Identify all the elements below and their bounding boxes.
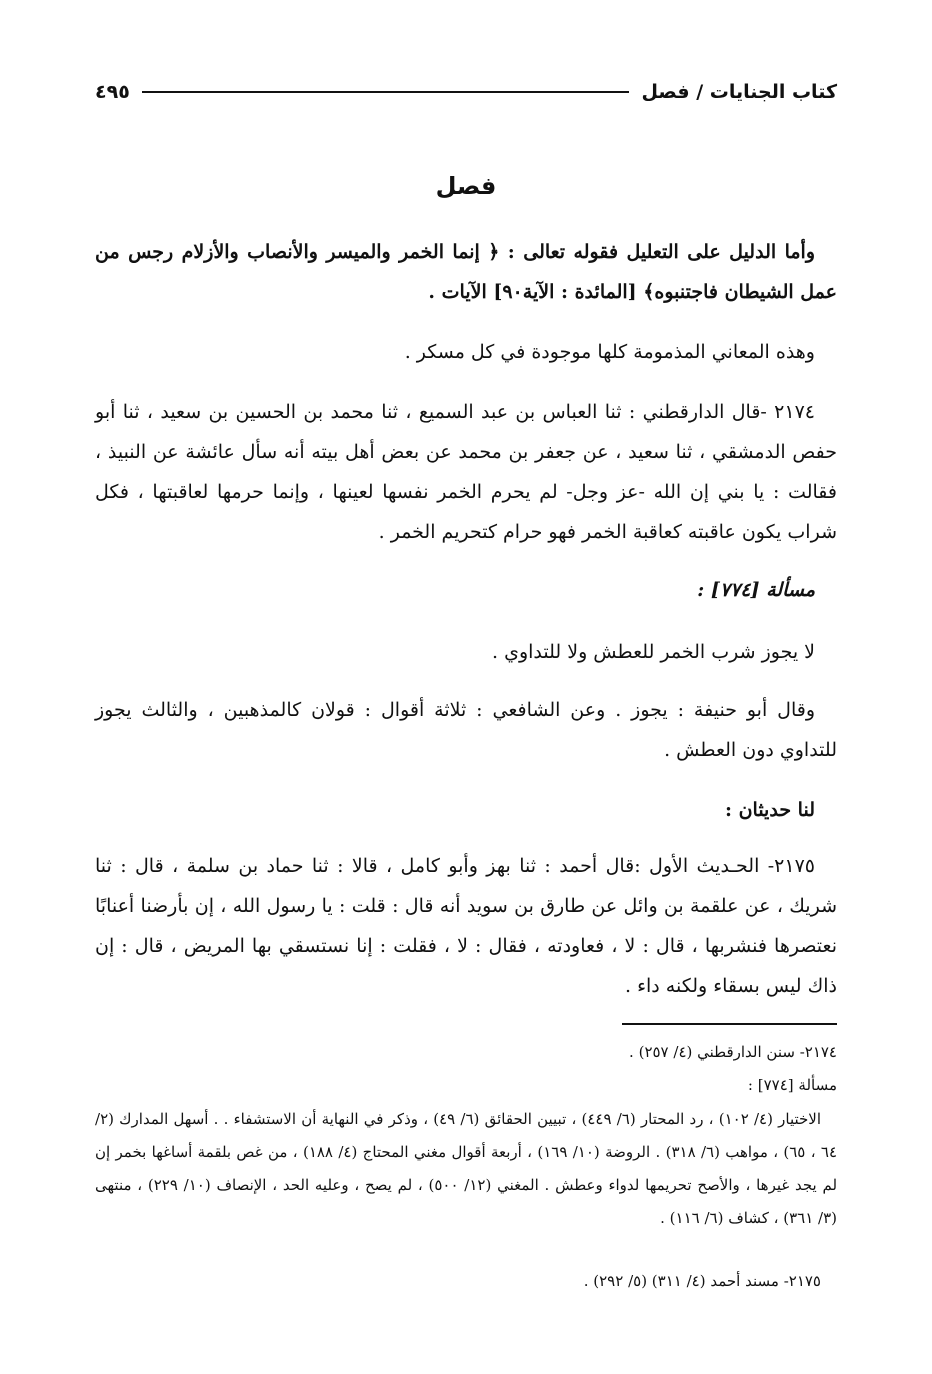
paragraph-meanings: وهذه المعاني المذمومة كلها موجودة في كل مسكر . xyxy=(404,341,815,363)
footnote-masala: مسألة [٧٧٤] : xyxy=(747,1076,837,1094)
footnote-separator xyxy=(622,1023,837,1025)
paragraph-hadith-2175: ٢١٧٥- الحـديث الأول :قال أحمد : ثنا بهز وأبو كامل ، قالا : ثنا حماد بن سلمة ، قال : ثنا شريك ، عن علقمة بن وائل عن طارق بن سويد أنه قال : قلت : يا رسول الله ، إن بأرضنا أعنابًا نعتصرها فنشربها ، قال : لا ، فعاودته ، فقال : لا ، فقلت : إنا نستسقي بها المريض ، قال : إن ذاك ليس بسقاء ولكنه داء . xyxy=(95,855,837,997)
paragraph-two-hadiths: لنا حديثان : xyxy=(724,799,815,821)
footnote-2174: ٢١٧٤- سنن الدارقطني (٤/ ٢٥٧) . xyxy=(629,1043,837,1061)
running-title: كتاب الجنايات / فصل xyxy=(641,81,837,103)
running-header xyxy=(95,76,837,108)
footnote-2175: ٢١٧٥- مسند أحمد (٤/ ٣١١) (٥/ ٢٩٢) . xyxy=(583,1272,821,1290)
masala-heading: مسألة [٧٧٤] : xyxy=(697,579,815,601)
header-rule xyxy=(142,91,630,93)
paragraph-quran-evidence: وأما الدليل على التعليل فقوله تعالى : ﴿ إنما الخمر والميسر والأنصاب والأزلام رجس من عمل الشيطان فاجتنبوه﴾ [المائدة : الآية٩٠] الآيات . xyxy=(95,241,837,303)
footnote-sources: الاختيار (٤/ ١٠٢) ، رد المحتار (٦/ ٤٤٩) ، تبيين الحقائق (٦/ ٤٩) ، وذكر في النهاية أن الاستشفاء . . أسهل المدارك (٢/ ٦٤ ، ٦٥) ، مواهب (٦/ ٣١٨) . الروضة (١٠/ ١٦٩) ، أربعة أقوال مغني المحتاج (٤/ ١٨٨) ، من غص بلقمة أساغها بخمر إن لم يجد غيرها ، والأصح تحريمها لدواء وعطش . المغني (١٢/ ٥٠٠) ، لم يصح ، وعليه الحد ، الإنصاف (١٠/ ٢٢٩) ، منتهى (٣/ ٣٦١) ، كشاف (٦/ ١١٦) . xyxy=(95,1110,838,1227)
paragraph-ruling: لا يجوز شرب الخمر للعطش ولا للتداوي . xyxy=(492,641,815,663)
paragraph-hadith-2174: ٢١٧٤ -قال الدارقطني : ثنا العباس بن عبد السميع ، ثنا محمد بن الحسين بن سعيد ، ثنا أبو حفص الدمشقي ، ثنا سعيد ، عن جعفر بن محمد عن بعض أهل بيته أنه سأل عائشة عن النبيذ ، فقالت : يا بني إن الله -عز وجل- لم يحرم الخمر نفسها لعينها ، وإنما حرمها لعاقبتها ، فكل شراب يكون عاقبته كعاقبة الخمر فهو حرام كتحريم الخمر . xyxy=(95,401,837,543)
paragraph-opinions: وقال أبو حنيفة : يجوز . وعن الشافعي : ثلاثة أقوال : قولان كالمذهبين ، والثالث يجوز للتداوي دون العطش . xyxy=(95,699,837,761)
page-number: ٤٩٥ xyxy=(95,81,130,103)
chapter-title: فصل xyxy=(435,172,497,200)
